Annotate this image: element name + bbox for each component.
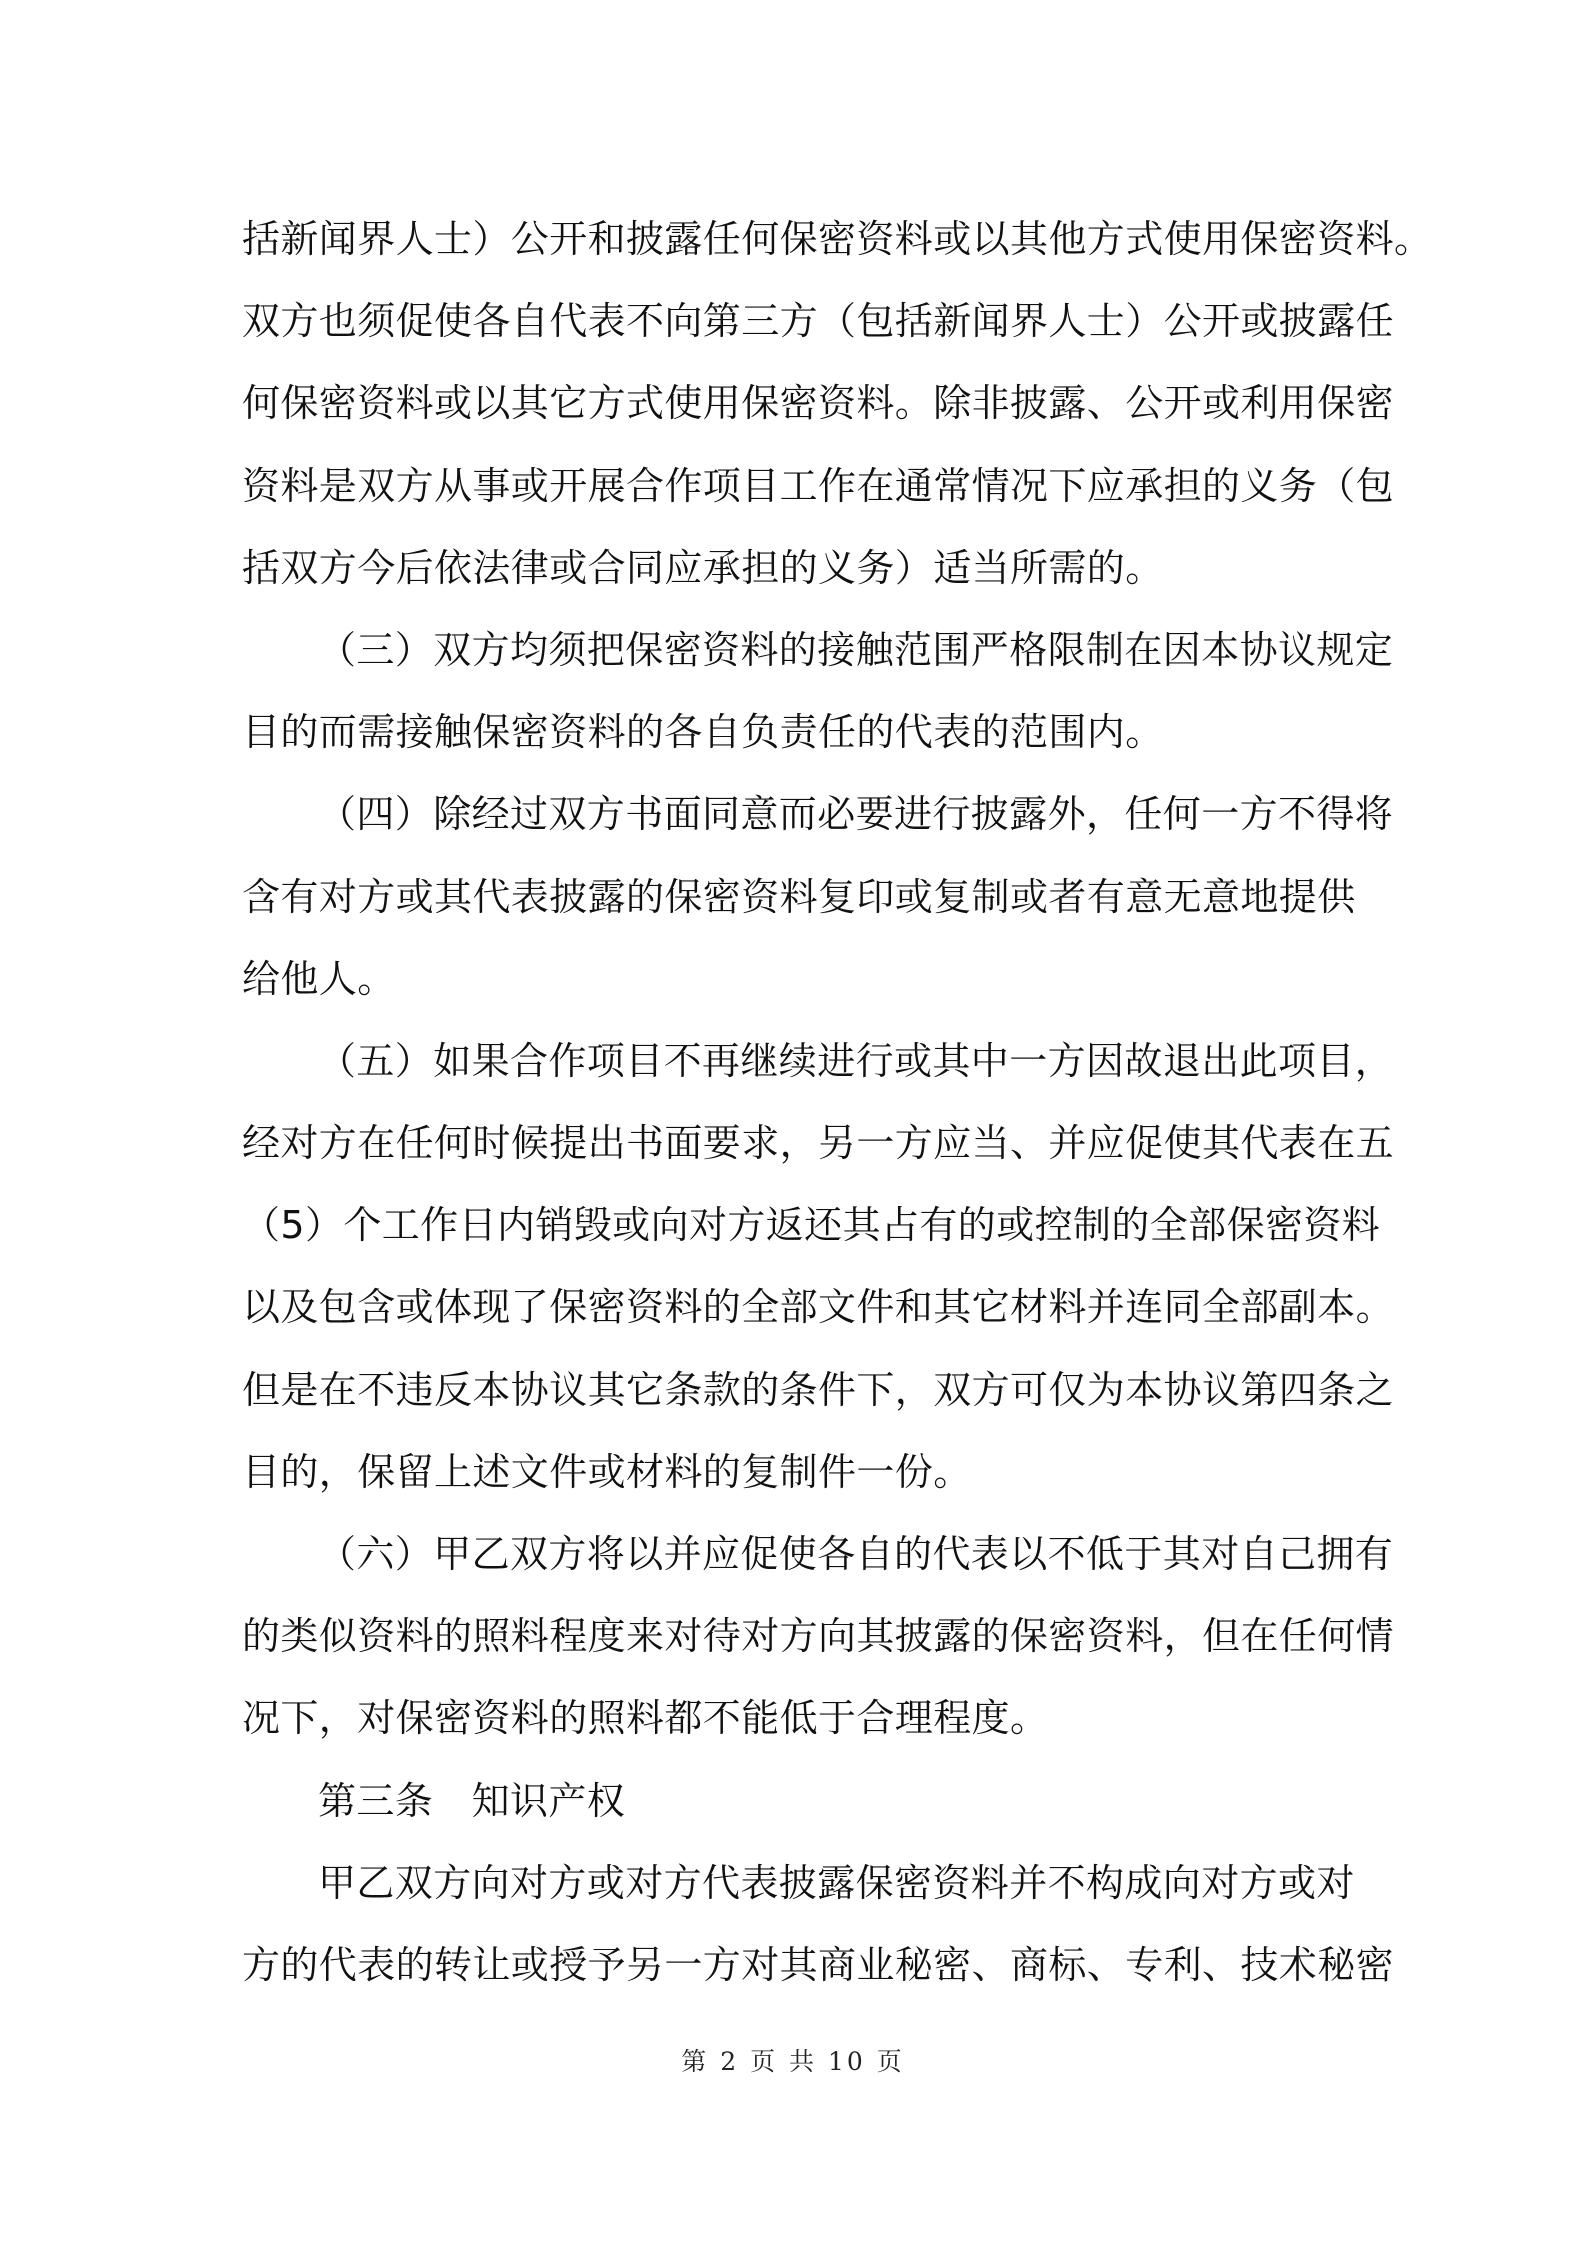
clause-three-line: （三）双方均须把保密资料的接触范围严格限制在因本协议规定 xyxy=(318,627,1394,672)
text-line: 以及包含或体现了保密资料的全部文件和其它材料并连同全部副本。 xyxy=(242,1285,1395,1330)
text-line: 经对方在任何时候提出书面要求，另一方应当、并应促使其代表在五 xyxy=(242,1121,1395,1166)
document-body xyxy=(242,198,1433,2006)
clause-four-line: （四）除经过双方书面同意而必要进行披露外，任何一方不得将 xyxy=(318,792,1394,837)
clause-five-line: （五）如果合作项目不再继续进行或其中一方因故退出此项目， xyxy=(318,1038,1394,1083)
text-line: 资料是双方从事或开展合作项目工作在通常情况下应承担的义务（包 xyxy=(242,463,1395,508)
text-line: 括新闻界人士）公开和披露任何保密资料或以其他方式使用保密资料。 xyxy=(242,217,1433,261)
text-line: 方的代表的转让或授予另一方对其商业秘密、商标、专利、技术秘密 xyxy=(242,1942,1395,1987)
clause-six-line: （六）甲乙双方将以并应促使各自的代表以不低于其对自己拥有 xyxy=(318,1532,1394,1576)
text-line: （5）个工作日内销毁或向对方返还其占有的或控制的全部保密资料 xyxy=(242,1203,1381,1248)
article-three-heading: 第三条 知识产权 xyxy=(318,1778,626,1823)
text-line: 何保密资料或以其它方式使用保密资料。除非披露、公开或利用保密 xyxy=(242,381,1395,426)
text-line: 括双方今后依法律或合同应承担的义务）适当所需的。 xyxy=(242,545,1164,590)
text-line: 含有对方或其代表披露的保密资料复印或复制或者有意无意地提供 xyxy=(242,874,1356,919)
text-line: 给他人。 xyxy=(242,956,396,1001)
text-line: 甲乙双方向对方或对方代表披露保密资料并不构成向对方或对 xyxy=(318,1860,1355,1905)
text-line: 况下，对保密资料的照料都不能低于合理程度。 xyxy=(242,1696,1049,1741)
text-line: 目的而需接触保密资料的各自负责任的代表的范围内。 xyxy=(242,710,1164,755)
text-line: 的类似资料的照料程度来对待对方向其披露的保密资料，但在任何情 xyxy=(242,1614,1395,1659)
text-line: 目的，保留上述文件或材料的复制件一份。 xyxy=(242,1449,972,1494)
text-line: 但是在不违反本协议其它条款的条件下，双方可仅为本协议第四条之 xyxy=(242,1367,1395,1412)
page-number-footer: 第 2 页 共 10 页 xyxy=(681,2047,905,2076)
text-line: 双方也须促使各自代表不向第三方（包括新闻界人士）公开或披露任 xyxy=(242,299,1395,344)
